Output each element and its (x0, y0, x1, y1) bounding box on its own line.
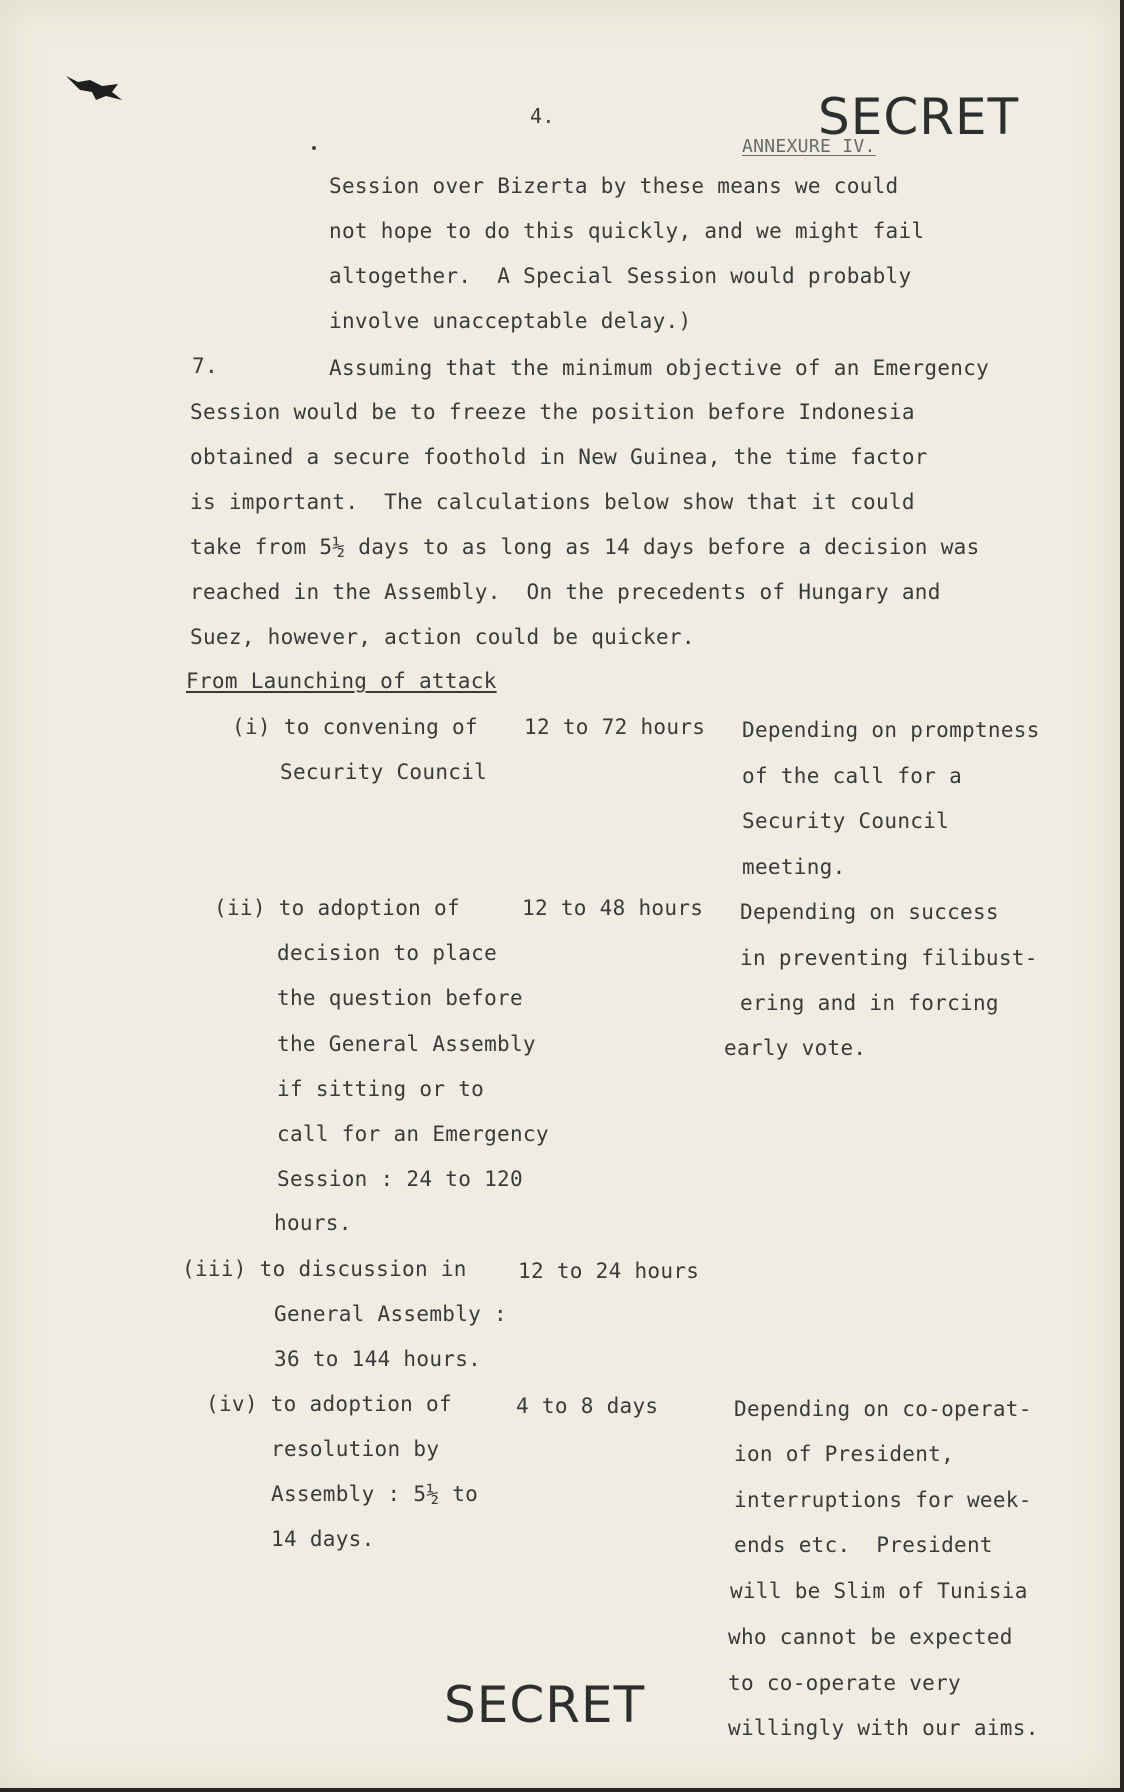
step-label-line: Session : 24 to 120 (277, 1167, 523, 1191)
step-label-line: the General Assembly (277, 1032, 536, 1056)
continuation-line: not hope to do this quickly, and we might fail (329, 219, 925, 243)
step-label-line: the question before (277, 986, 523, 1010)
step-label-line: General Assembly : (274, 1302, 507, 1326)
paragraph-number: 7. (192, 354, 218, 378)
ink-mark-icon (62, 70, 128, 106)
step-note-line: ends etc. President (734, 1533, 993, 1557)
page-number: 4. (530, 104, 555, 128)
classification-top: SECRET (818, 88, 1020, 146)
step-note-line: meeting. (742, 855, 846, 879)
paragraph-line: obtained a secure foothold in New Guinea, the time factor (190, 445, 928, 469)
step-label-line: Security Council (280, 760, 488, 784)
classification-bottom: SECRET (444, 1676, 646, 1734)
paragraph-line: reached in the Assembly. On the precedents of Hungary and (190, 580, 941, 604)
step-label-line: (i) to convening of (232, 715, 478, 739)
step-note-line: willingly with our aims. (728, 1716, 1039, 1740)
step-note-line: of the call for a (742, 764, 963, 788)
step-note-line: Depending on co-operat- (734, 1397, 1032, 1421)
paragraph-line: is important. The calculations below show that it could (190, 490, 915, 514)
step-note-line: Depending on promptness (742, 718, 1040, 742)
continuation-line: involve unacceptable delay.) (329, 309, 692, 333)
paragraph-line: take from 5½ days to as long as 14 days before a decision was (190, 535, 980, 559)
step-note-line: who cannot be expected (728, 1625, 1013, 1649)
step-note-line: ering and in forcing (740, 991, 999, 1015)
step-note-line: to co-operate very (728, 1671, 961, 1695)
step-note-line: will be Slim of Tunisia (730, 1579, 1028, 1603)
paragraph-line: Assuming that the minimum objective of an Emergency (329, 356, 990, 380)
section-heading: From Launching of attack (186, 669, 497, 693)
step-label-line: if sitting or to (277, 1077, 485, 1101)
step-duration: 4 to 8 days (516, 1394, 659, 1418)
step-duration: 12 to 24 hours (518, 1259, 700, 1283)
continuation-line: Session over Bizerta by these means we could (329, 174, 899, 198)
step-label-line: (iii) to discussion in (182, 1257, 467, 1281)
paragraph-line: Session would be to freeze the position before Indonesia (190, 400, 915, 424)
step-note-line: in preventing filibust- (740, 946, 1038, 970)
margin-dot (312, 146, 316, 150)
step-note-line: interruptions for week- (734, 1488, 1032, 1512)
step-label-line: 14 days. (271, 1527, 375, 1551)
step-label-line: hours. (274, 1211, 352, 1235)
step-duration: 12 to 48 hours (522, 896, 704, 920)
step-label-line: decision to place (277, 941, 498, 965)
step-note-line: early vote. (724, 1036, 867, 1060)
annexure-label: ANNEXURE IV. (742, 136, 876, 157)
step-label-line: (iv) to adoption of (206, 1392, 452, 1416)
step-duration: 12 to 72 hours (524, 715, 706, 739)
step-label-line: Assembly : 5½ to (271, 1482, 479, 1506)
step-label-line: 36 to 144 hours. (274, 1347, 482, 1371)
continuation-line: altogether. A Special Session would probably (329, 264, 912, 288)
step-note-line: Security Council (742, 809, 950, 833)
step-note-line: ion of President, (734, 1442, 955, 1466)
step-note-line: Depending on success (740, 900, 999, 924)
paragraph-line: Suez, however, action could be quicker. (190, 625, 695, 649)
step-label-line: resolution by (271, 1437, 440, 1461)
step-label-line: call for an Emergency (277, 1122, 549, 1146)
step-label-line: (ii) to adoption of (214, 896, 460, 920)
